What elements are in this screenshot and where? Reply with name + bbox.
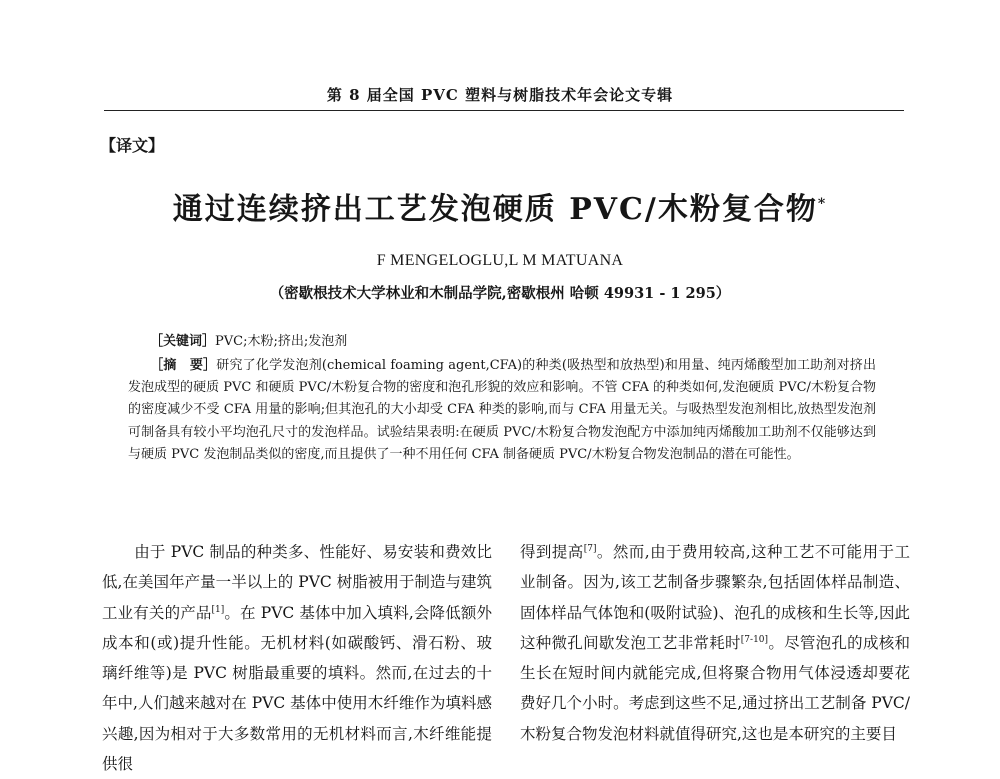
running-header: 第 8 届全国 PVC 塑料与树脂技术年会论文专辑 (326, 86, 674, 104)
citation-ref: [7] (583, 543, 597, 554)
left-paragraph-part-1: 由于 PVC 制品的种类多、性能好、易安装和费效比低,在美国年产量一半以上的 PVC 树脂被用于制造与建筑工业有关的产品 (102, 543, 492, 622)
citation-ref: [7-10] (740, 634, 769, 645)
section-tag: 【译文】 (100, 136, 165, 155)
right-paragraph-part-3: 。尽管泡孔的成核和生长在短时间内就能完成,但将聚合物用气体浸透却要花费好几个小时。考虑到这些不足,通过挤出工艺制备 PVC/木粉复合物发泡材料就值得研究,这也是本研究的主要目 (520, 633, 910, 743)
abstract (128, 355, 876, 466)
right-paragraph-part-2: 。然而,由于费用较高,这种工艺不可能用于工业制备。因为,该工艺制备步骤繁杂,包括固体样品制造、固体样品气体饱和(吸附试验)、泡孔的成核和生长等,因此这种微孔间歇发泡工艺非常耗时 (520, 543, 910, 652)
keywords-text: PVC;木粉;挤出;发泡剂 (215, 334, 348, 349)
keywords-label: ［关键词］ (150, 334, 216, 349)
header-rule (104, 110, 904, 111)
title-footnote-mark: * (817, 196, 828, 212)
paper-authors: F MENGELOGLU,L M MATUANA (376, 252, 624, 269)
abstract-text: 研究了化学发泡剂(chemical foaming agent,CFA)的种类(吸热型和放热型)和用量、纯丙烯酸型加工助剂对挤出发泡成型的硬质 PVC 和硬质 PVC/木粉复合物的密度和泡孔形貌的效应和影响。不管 CFA 的种类如何,发泡硬质 PVC/木粉复合物的密度减少不受 CFA 用量的影响;但其泡孔的大小却受 CFA 种类的影响,而与 CFA 用量无关。与吸热型发泡剂相比,放热型发泡剂可制备具有较小平均泡孔尺寸的发泡样品。试验结果表明:在硬质 PVC/木粉复合物发泡配方中添加纯丙烯酸加工助剂不仅能够达到与硬质 PVC 发泡制品类似的密度,而且提供了一种不用任何 CFA 制备硬质 PVC/木粉复合物发泡制品的潜在可能性。 (128, 358, 876, 462)
paper-title-text: 通过连续挤出工艺发泡硬质 PVC/木粉复合物 (172, 192, 818, 227)
right-paragraph-part-1: 得到提高 (520, 543, 584, 561)
left-paragraph-part-2: 。在 PVC 基体中加入填料,会降低额外成本和(或)提升性能。无机材料(如碳酸钙、滑石粉、玻璃纤维等)是 PVC 树脂最重要的填料。然而,在过去的十年中,人们越来越对在 PVC 基体中使用木纤维作为填料感兴趣,因为相对于大多数常用的无机材料而言,木纤维能提供很 (102, 603, 492, 774)
abstract-label: ［摘 要］ (150, 358, 217, 373)
keywords (150, 330, 347, 349)
paper-affiliation: （密歇根技术大学林业和木制品学院,密歇根州 哈顿 49931 - 1 295） (269, 285, 731, 302)
body-column-right (520, 537, 910, 749)
body-column-left (102, 537, 492, 779)
citation-ref: [1] (211, 604, 225, 615)
paper-title (0, 184, 1000, 228)
